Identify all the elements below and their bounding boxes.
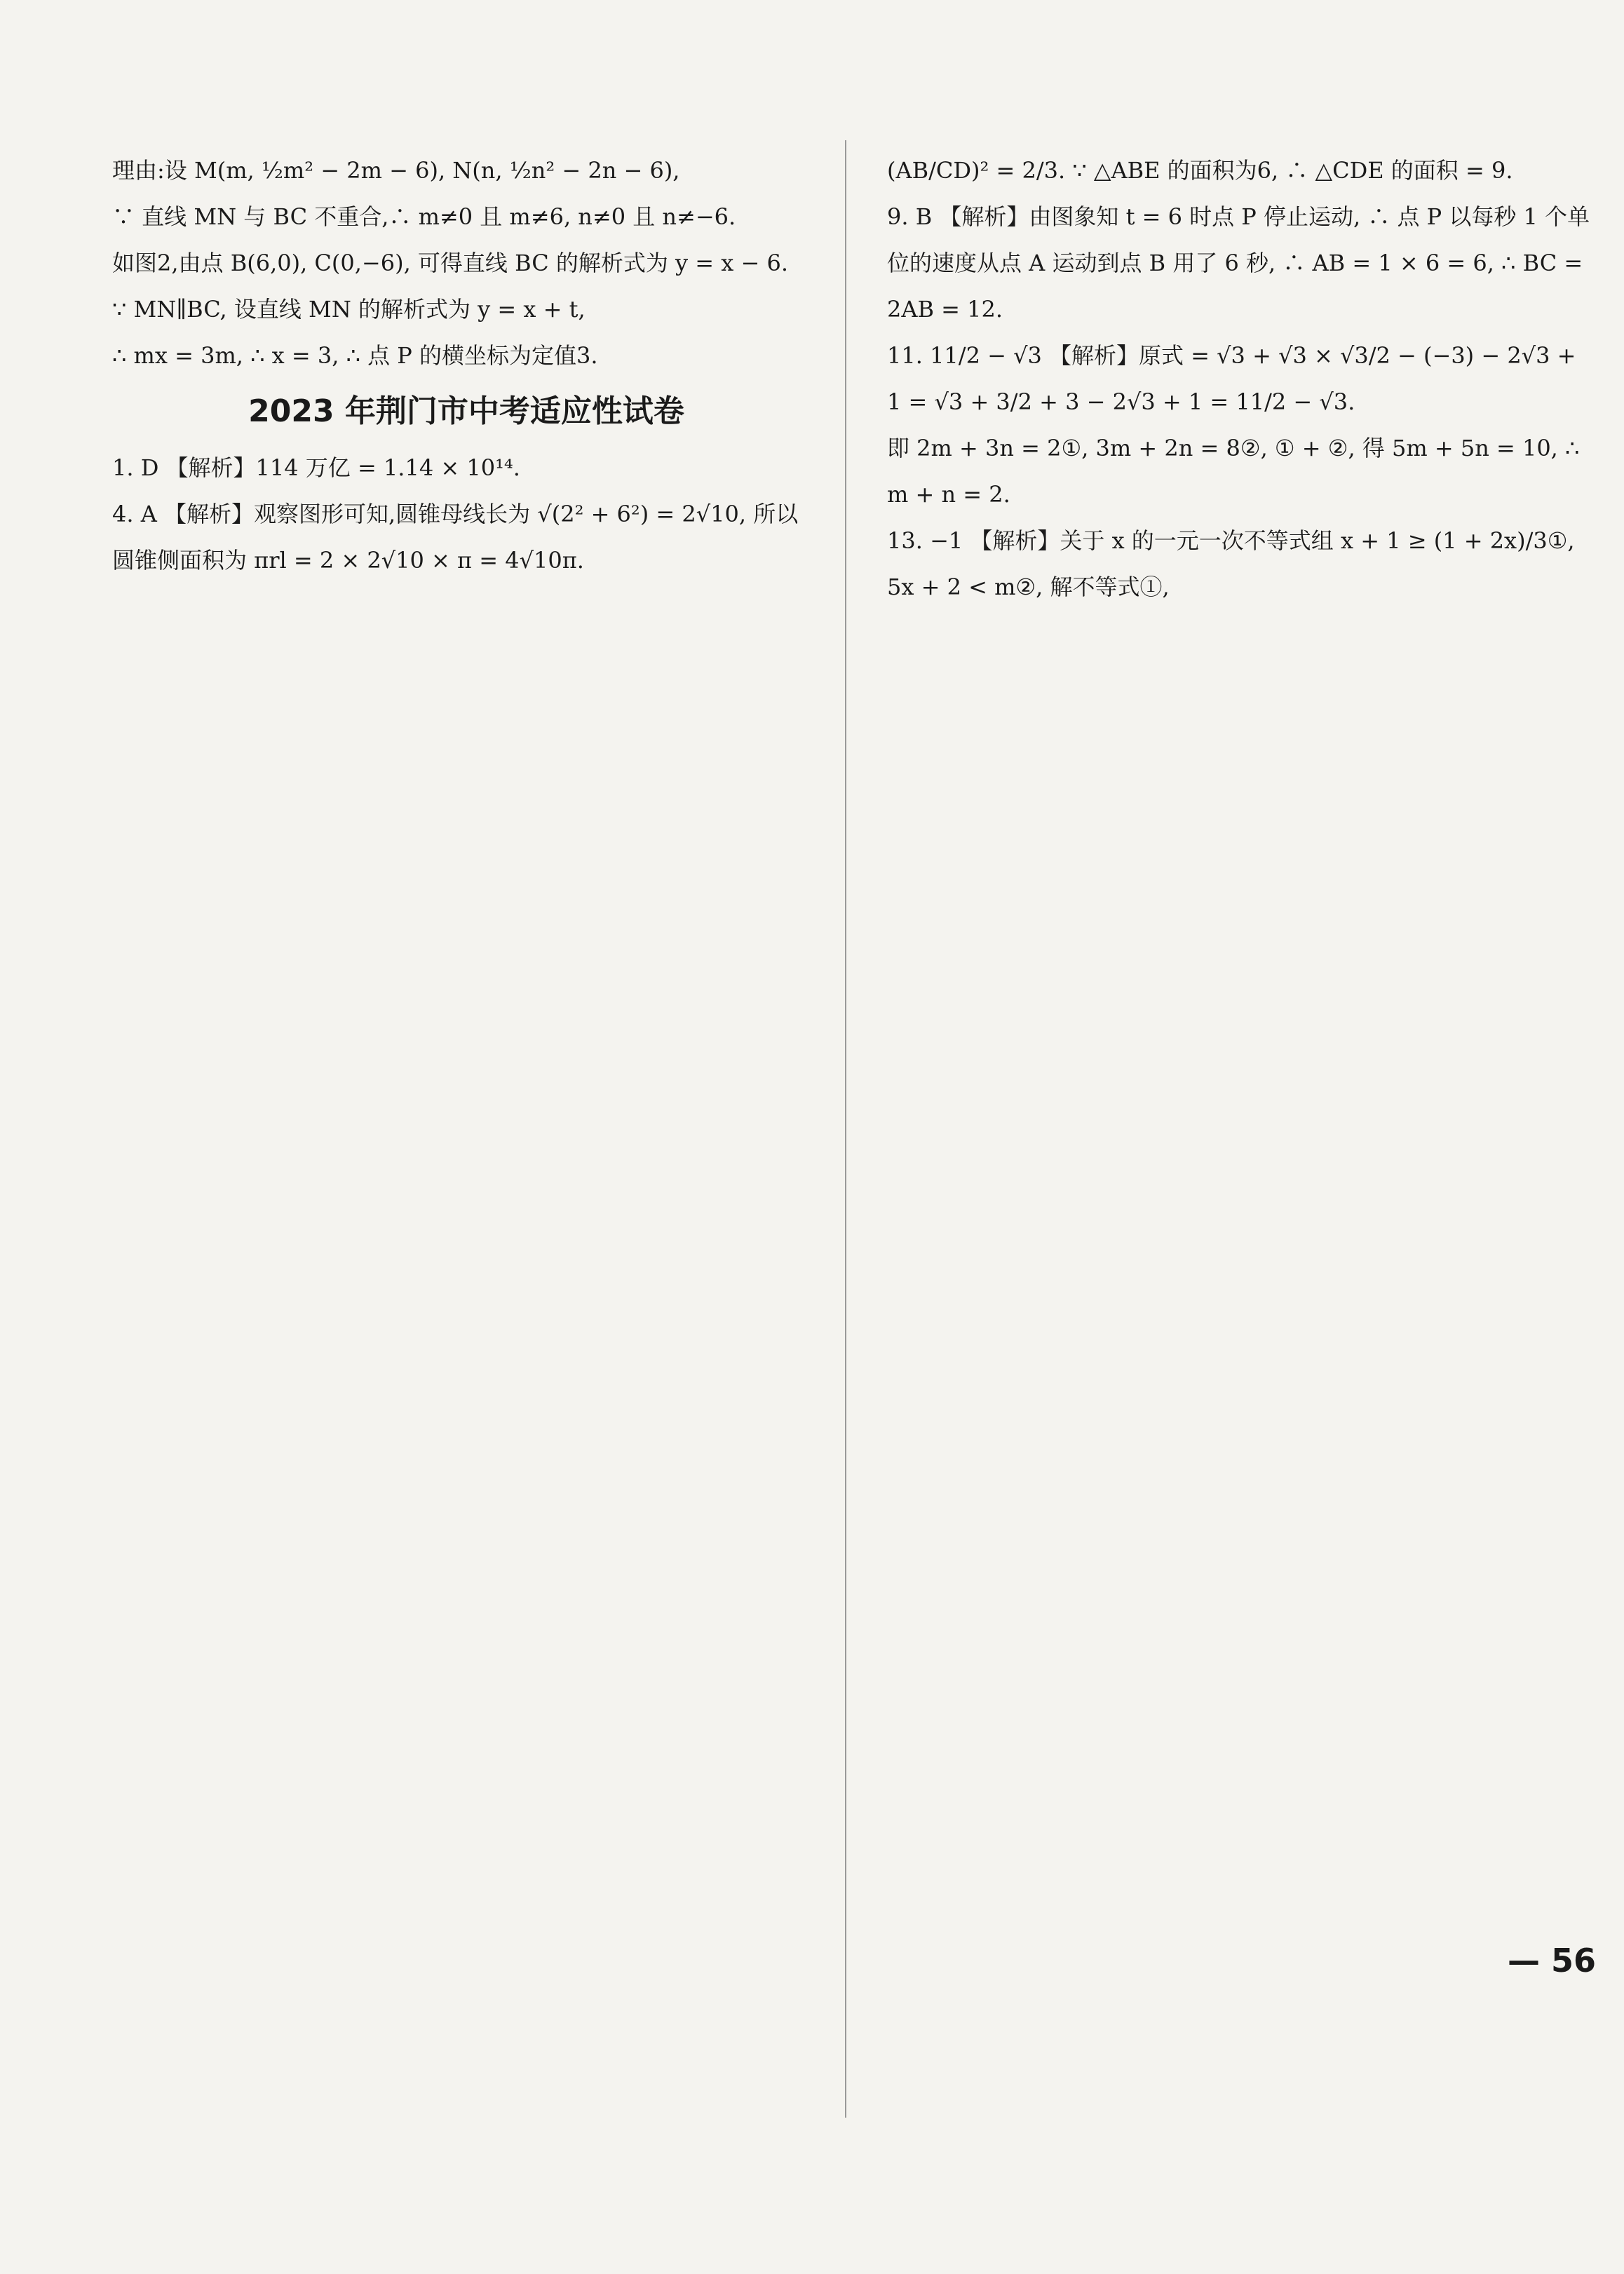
column-divider: [845, 140, 846, 2118]
text-line: 11. 11/2 − √3 【解析】原式 = √3 + √3 × √3/2 − (−3) − 2√3 + 1 = √3 + 3/2 + 3 − 2√3 + 1 = 11/2 − √3.: [887, 342, 1576, 415]
text-line: ∵ MN∥BC, 设直线 MN 的解析式为 y = x + t,: [112, 296, 586, 323]
page-number: — 56: [1507, 1942, 1596, 1979]
text-line: 如图2,由点 B(6,0), C(0,−6), 可得直线 BC 的解析式为 y = x − 6.: [112, 250, 789, 276]
page-number-value: 56: [1550, 1942, 1596, 1979]
text-line: (AB/CD)² = 2/3. ∵ △ABE 的面积为6, ∴ △CDE 的面积 = 9.: [887, 157, 1513, 184]
text-line: 即 2m + 3n = 2①, 3m + 2n = 8②, ① + ②, 得 5m + 5n = 10, ∴ m + n = 2.: [887, 435, 1580, 508]
left-column: [112, 147, 820, 583]
text-line: 4. A 【解析】观察图形可知,圆锥母线长为 √(2² + 6²) = 2√10, 所以圆锥侧面积为 πrl = 2 × 2√10 × π = 4√10π.: [112, 501, 799, 574]
text-line: 理由:设 M(m, ½m² − 2m − 6), N(n, ½n² − 2n − 6),: [112, 157, 680, 184]
text-line: ∵ 直线 MN 与 BC 不重合,∴ m≠0 且 m≠6, n≠0 且 n≠−6.: [112, 203, 736, 230]
right-column: [887, 147, 1595, 610]
text-line: ∴ mx = 3m, ∴ x = 3, ∴ 点 P 的横坐标为定值3.: [112, 342, 598, 369]
text-line: 1. D 【解析】114 万亿 = 1.14 × 10¹⁴.: [112, 454, 520, 481]
section-title: 2023 年荆门市中考适应性试卷: [248, 393, 684, 429]
text-line: 9. B 【解析】由图象知 t = 6 时点 P 停止运动, ∴ 点 P 以每秒 1 个单位的速度从点 A 运动到点 B 用了 6 秒, ∴ AB = 1 × 6 = 6, ∴ BC = 2AB = 12.: [887, 203, 1590, 323]
text-line: 13. −1 【解析】关于 x 的一元一次不等式组 x + 1 ≥ (1 + 2x)/3①, 5x + 2 < m②, 解不等式①,: [887, 527, 1575, 600]
